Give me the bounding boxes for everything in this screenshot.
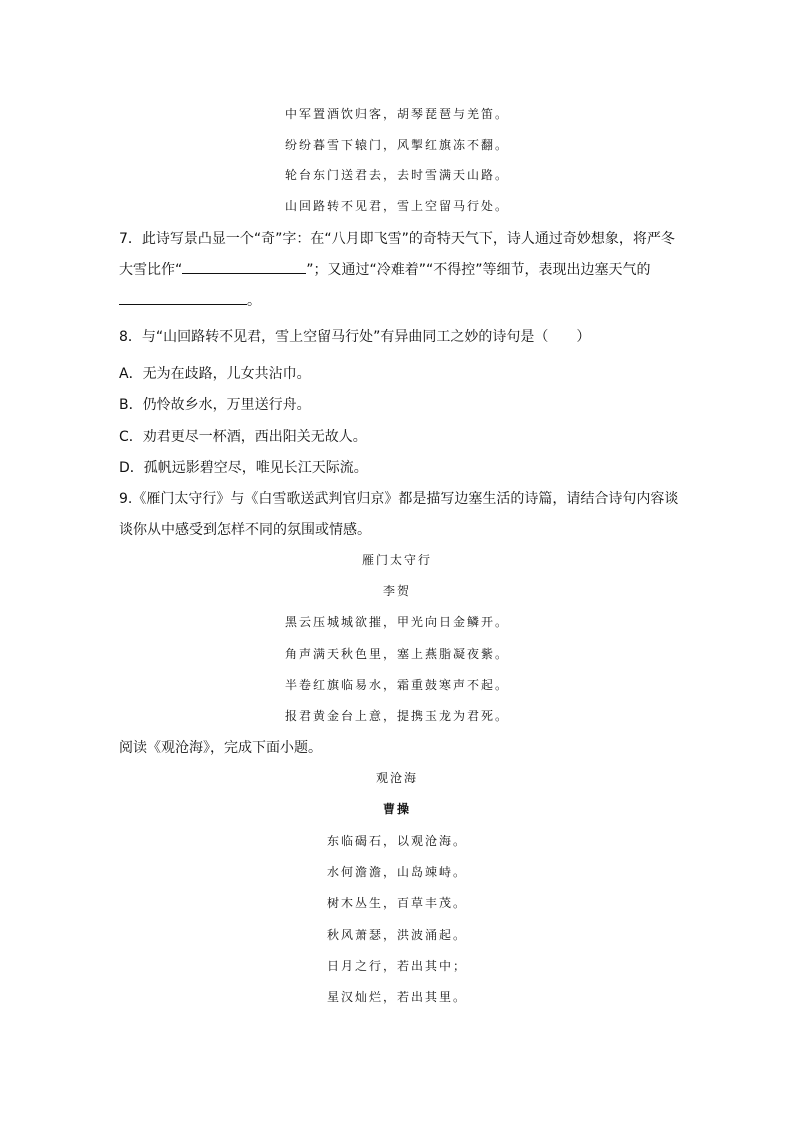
poem-author: 李贺 (382, 584, 411, 598)
poem-line: 水何澹澹，山岛竦峙。 (326, 865, 467, 879)
poem-line: 星汉灿烂，若出其里。 (326, 990, 467, 1004)
answer-blank[interactable] (119, 292, 247, 305)
question-7-text: 大雪比作“ (119, 262, 183, 278)
poem-author: 曹操 (382, 802, 411, 816)
poem-line: 山回路转不见君，雪上空留马行处。 (284, 199, 509, 213)
option-b[interactable]: B．仍怜故乡水，万里送行舟。 (119, 397, 311, 413)
poem-line: 黑云压城城欲摧，甲光向日金鳞开。 (284, 615, 509, 629)
poem-line: 中军置酒饮归客，胡琴琵琶与羌笛。 (284, 107, 509, 121)
poem-line: 日月之行，若出其中； (326, 959, 467, 973)
question-7-text: 。 (247, 293, 261, 309)
question-9-line-1: 9.《雁门太守行》与《白雪歌送武判官归京》都是描写边塞生活的诗篇，请结合诗句内容谈 (119, 491, 679, 507)
poem-line: 纷纷暮雪下辕门，风掣红旗冻不翻。 (284, 138, 509, 152)
question-7-text: ”；又通过“冷难着”“不得控”等细节，表现出边塞天气的 (306, 262, 651, 278)
question-7-line-1: 7．此诗写景凸显一个“奇”字：在“八月即飞雪”的奇特天气下，诗人通过奇妙想象，将严冬 (119, 231, 675, 247)
answer-blank[interactable] (182, 261, 306, 274)
option-d[interactable]: D．孤帆远影碧空尽，唯见长江天际流。 (119, 460, 368, 476)
poem-line: 角声满天秋色里，塞上燕脂凝夜紫。 (284, 647, 509, 661)
option-c[interactable]: C．劝君更尽一杯酒，西出阳关无故人。 (119, 429, 367, 445)
poem-line: 半卷红旗临易水，霜重鼓寒声不起。 (284, 678, 509, 692)
question-7-line-3 (119, 290, 261, 310)
poem-line: 报君黄金台上意，提携玉龙为君死。 (284, 709, 509, 723)
option-a[interactable]: A．无为在歧路，儿女共沾巾。 (119, 366, 311, 382)
question-8-stem: 8．与“山回路转不见君，雪上空留马行处”有异曲同工之妙的诗句是（ ） (119, 329, 591, 345)
question-9-line-2: 谈你从中感受到怎样不同的氛围或情感。 (119, 522, 371, 538)
poem-line: 树木丛生，百草丰茂。 (326, 896, 467, 910)
poem-title: 观沧海 (375, 771, 418, 785)
poem-line: 东临碣石，以观沧海。 (326, 834, 467, 848)
poem-line: 秋风萧瑟，洪波涌起。 (326, 928, 467, 942)
question-7-line-2 (119, 259, 651, 279)
poem-title: 雁门太守行 (361, 553, 432, 567)
poem-line: 轮台东门送君去，去时雪满天山路。 (284, 168, 509, 182)
reading-instruction: 阅读《观沧海》，完成下面小题。 (119, 740, 322, 756)
